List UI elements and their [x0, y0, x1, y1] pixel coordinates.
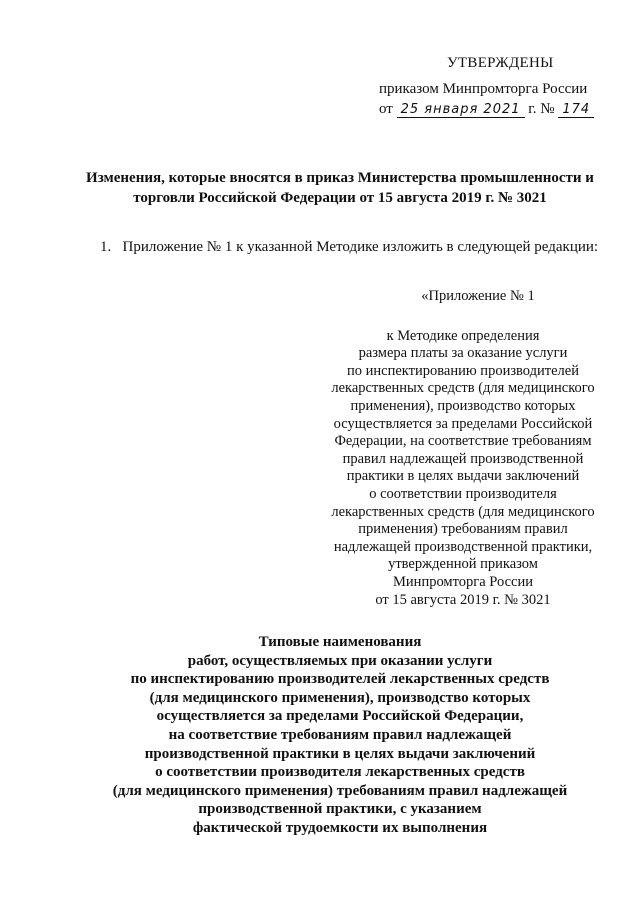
order-by-line: приказом Минпромторга России: [379, 81, 588, 97]
appendix-line: практики в целях выдачи заключений: [346, 468, 580, 485]
appendix-line: применения) требованиям правил: [358, 521, 568, 538]
appendix-line: Федерации, на соответствие требованиям: [334, 433, 592, 450]
item-text: Приложение № 1 к указанной Методике изложить в следующей редакции:: [122, 239, 599, 255]
document-heading: [60, 168, 620, 208]
appendix-line: Минпромторга России: [393, 573, 533, 590]
works-title-line: производственной практики в целях выдачи заключений: [144, 745, 536, 762]
appendix-title: «Приложение № 1: [421, 288, 535, 304]
appendix-line: от 15 августа 2019 г. № 3021: [375, 591, 551, 608]
appendix-line: по инспектированию производителей: [347, 362, 579, 379]
appendix-line: применения), производство которых: [350, 397, 576, 414]
approved-label: УТВЕРЖДЕНЫ: [447, 55, 554, 71]
handwritten-number: 174: [558, 103, 594, 118]
appendix-line: лекарственных средств (для медицинского: [331, 503, 595, 520]
works-title-line: работ, осуществляемых при оказании услуги: [187, 652, 493, 669]
order-date-line: [379, 101, 594, 118]
appendix-line: размера платы за оказание услуги: [358, 345, 568, 362]
works-title-line: на соответствие требованиям правил надлежащей: [168, 726, 512, 743]
works-title-line: Типовые наименования: [258, 634, 422, 650]
appendix-line: лекарственных средств (для медицинского: [331, 380, 595, 397]
appendix-line: о соответствии производителя: [369, 485, 557, 502]
works-title: [60, 633, 620, 838]
appendix-line: к Методике определения: [386, 327, 540, 344]
appendix-line: утвержденной приказом: [388, 556, 538, 573]
appendix-line: осуществляется за пределами Российской: [333, 415, 593, 432]
works-title-line: фактической трудоемкости их выполнения: [192, 819, 488, 836]
works-title-line: осуществляется за пределами Российской Федерации,: [156, 708, 524, 725]
number-prefix: г. №: [528, 101, 555, 117]
heading-line: Изменения, которые вносятся в приказ Министерства промышленности и: [86, 170, 594, 186]
appendix-caption: [300, 288, 626, 609]
heading-line: торговли Российской Федерации от 15 августа 2019 г. № 3021: [133, 190, 547, 206]
item-number: 1.: [100, 239, 112, 255]
appendix-line: правил надлежащей производственной: [342, 450, 584, 467]
handwritten-date: 25 января 2021: [397, 103, 525, 118]
works-title-line: производственной практики, с указанием: [198, 801, 482, 818]
date-prefix: от: [379, 101, 393, 117]
works-title-line: о соответствии производителя лекарственных средств: [155, 764, 525, 781]
works-title-line: (для медицинского применения) требованиям правил надлежащей: [112, 782, 568, 799]
list-item-1: [100, 239, 598, 256]
works-title-line: (для медицинского применения), производство которых: [149, 689, 531, 706]
works-title-line: по инспектированию производителей лекарственных средств: [130, 671, 550, 688]
appendix-line: надлежащей производственной практики,: [333, 538, 593, 555]
